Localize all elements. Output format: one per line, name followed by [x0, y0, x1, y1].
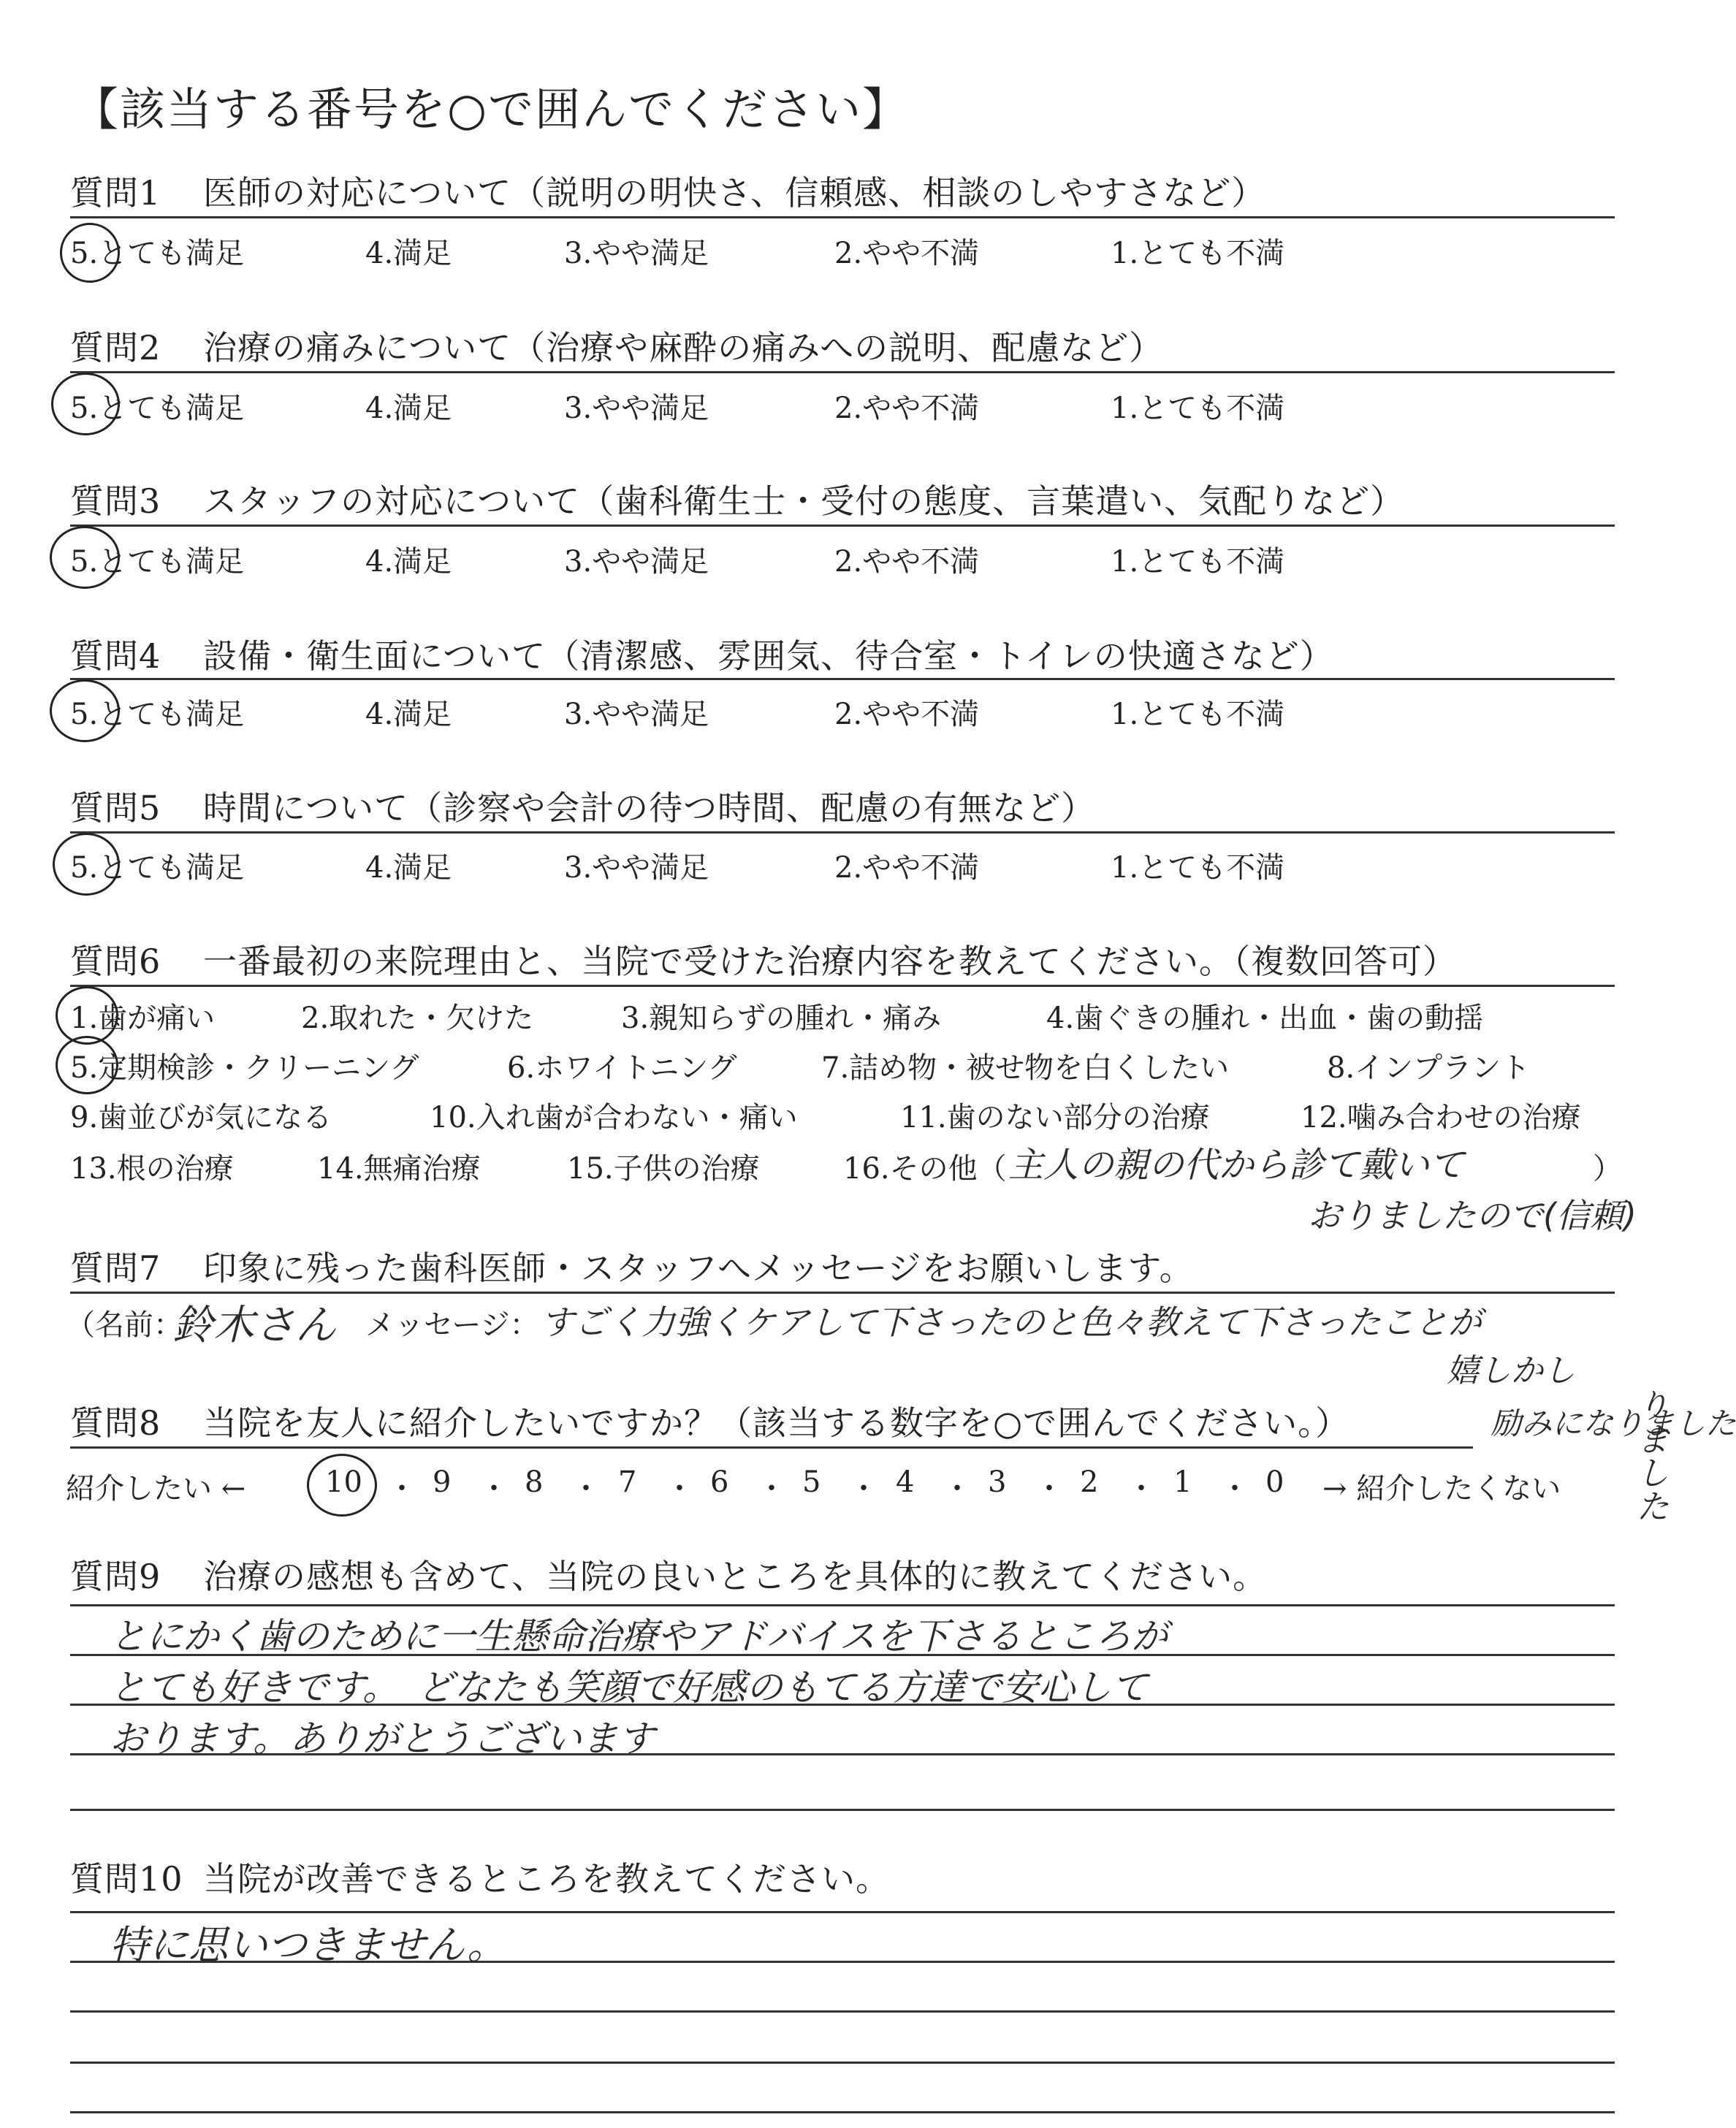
- q6-option-10[interactable]: 10.入れ歯が合わない・痛い: [430, 1101, 798, 1134]
- q3-option-5[interactable]: 5.とても満足: [70, 545, 245, 579]
- q4-option-3[interactable]: 3.やや満足: [564, 698, 709, 731]
- q8-scale-9[interactable]: 9: [433, 1465, 452, 1499]
- q2-rule: [70, 371, 1615, 373]
- form-title: 【該当する番号を○で囲んでください】: [73, 83, 910, 136]
- q8-scale-1[interactable]: 1: [1173, 1465, 1192, 1499]
- q9-answer-line-2[interactable]: とても好きです。 どなたも笑顔で好感のもてる方達で安心して: [110, 1666, 1148, 1709]
- q8-scale-4[interactable]: 4: [896, 1465, 915, 1499]
- q6-option-2[interactable]: 2.取れた・欠けた: [301, 1002, 534, 1035]
- q7-name-label: （名前：: [66, 1308, 183, 1342]
- q6-option-6[interactable]: 6.ホワイトニング: [507, 1051, 737, 1085]
- q6-option-13[interactable]: 13.根の治療: [70, 1152, 234, 1186]
- q9-text: 治療の感想も含めて、当院の良いところを具体的に教えてください。: [203, 1557, 1268, 1596]
- q8-scale-5[interactable]: 5: [802, 1465, 821, 1499]
- q8-scale-8[interactable]: 8: [525, 1465, 544, 1499]
- q6-option-8[interactable]: 8.インプラント: [1327, 1051, 1531, 1085]
- q7-message-value[interactable]: すごく力強くケアして下さったのと色々教えて下さったことが: [541, 1303, 1482, 1342]
- q7-label: 質問7: [70, 1248, 161, 1288]
- q6-option-15[interactable]: 15.子供の治療: [567, 1152, 760, 1186]
- q8-scale-sep: ・: [665, 1472, 694, 1506]
- q10-answer[interactable]: 特に思いつきません。: [110, 1922, 507, 1968]
- q6-option-11[interactable]: 11.歯のない部分の治療: [900, 1101, 1210, 1134]
- q7-text: 印象に残った歯科医師・スタッフへメッセージをお願いします。: [203, 1248, 1194, 1288]
- q6-option-3[interactable]: 3.親知らずの腫れ・痛み: [621, 1002, 942, 1035]
- q8-text: 当院を友人に紹介したいですか？（該当する数字を○で囲んでください。）: [203, 1403, 1350, 1443]
- q6-option-7[interactable]: 7.詰め物・被せ物を白くしたい: [821, 1051, 1230, 1085]
- q4-option-5[interactable]: 5.とても満足: [70, 698, 245, 731]
- q8-scale-0[interactable]: 0: [1265, 1465, 1284, 1499]
- q8-scale-10[interactable]: 10: [325, 1465, 362, 1499]
- q8-scale-sep: ・: [757, 1472, 786, 1506]
- q2-option-2[interactable]: 2.やや不満: [834, 392, 980, 425]
- q3-option-2[interactable]: 2.やや不満: [834, 545, 980, 579]
- q4-selection-circle: [50, 679, 120, 742]
- q5-option-3[interactable]: 3.やや満足: [564, 851, 709, 885]
- q6-option-16[interactable]: 16.その他（: [843, 1152, 1007, 1186]
- q6-label: 質問6: [70, 942, 161, 981]
- q3-option-1[interactable]: 1.とても不満: [1111, 545, 1285, 579]
- q7-message-cont2[interactable]: 励みになりました: [1491, 1406, 1736, 1441]
- q1-option-4[interactable]: 4.満足: [365, 237, 452, 270]
- q10-text: 当院が改善できるところを教えてください。: [203, 1859, 890, 1899]
- q10-label: 質問10: [70, 1859, 183, 1899]
- q8-scale-sep: ・: [571, 1472, 601, 1506]
- q1-text: 医師の対応について（説明の明快さ、信頼感、相談のしやすさなど）: [203, 173, 1266, 213]
- q6-option-1[interactable]: 1.歯が痛い: [70, 1002, 216, 1035]
- q6-option-14[interactable]: 14.無痛治療: [317, 1152, 481, 1186]
- q5-selection-circle: [53, 833, 120, 896]
- q8-label: 質問8: [70, 1403, 161, 1443]
- q3-option-3[interactable]: 3.やや満足: [564, 545, 709, 579]
- q4-rule: [70, 678, 1615, 680]
- q3-option-4[interactable]: 4.満足: [365, 545, 452, 579]
- q5-option-2[interactable]: 2.やや不満: [834, 851, 980, 885]
- q6-other-text-1[interactable]: 主人の親の代から診て戴いて: [1008, 1145, 1465, 1186]
- q8-scale-2[interactable]: 2: [1080, 1465, 1099, 1499]
- q10-rule-1: [70, 1911, 1615, 1913]
- q7-message-label: メッセージ：: [365, 1308, 539, 1342]
- q8-scale-7[interactable]: 7: [618, 1465, 637, 1499]
- q6-text: 一番最初の来院理由と、当院で受けた治療内容を教えてください。（複数回答可）: [203, 942, 1457, 981]
- q8-scale-6[interactable]: 6: [710, 1465, 729, 1499]
- q2-option-3[interactable]: 3.やや満足: [564, 392, 709, 425]
- q1-option-5[interactable]: 5.とても満足: [70, 237, 245, 270]
- q3-rule: [70, 525, 1615, 527]
- q8-scale-sep: ・: [1035, 1472, 1064, 1506]
- q7-side-note: りました: [1631, 1388, 1670, 1522]
- q5-label: 質問5: [70, 788, 161, 828]
- q9-label: 質問9: [70, 1557, 161, 1596]
- q2-option-4[interactable]: 4.満足: [365, 392, 452, 425]
- q7-name-value[interactable]: 鈴木さん: [172, 1302, 336, 1349]
- q6-selection-circle-5: [56, 1036, 118, 1094]
- q5-text: 時間について（診察や会計の待つ時間、配慮の有無など）: [203, 788, 1096, 828]
- q1-option-2[interactable]: 2.やや不満: [834, 237, 980, 270]
- q7-message-cont1[interactable]: 嬉しかし: [1447, 1352, 1575, 1389]
- q1-option-1[interactable]: 1.とても不満: [1111, 237, 1285, 270]
- q10-rule-3: [70, 2010, 1615, 2013]
- q8-scale-sep: ・: [943, 1472, 972, 1506]
- q10-rule-5: [70, 2111, 1615, 2113]
- q8-right-label: → 紹介したくない: [1322, 1472, 1561, 1506]
- q4-option-2[interactable]: 2.やや不満: [834, 698, 980, 731]
- q4-option-4[interactable]: 4.満足: [365, 698, 452, 731]
- q5-option-5[interactable]: 5.とても満足: [70, 851, 245, 885]
- q5-option-4[interactable]: 4.満足: [365, 851, 452, 885]
- q8-scale-sep: ・: [479, 1472, 509, 1506]
- q6-option-4[interactable]: 4.歯ぐきの腫れ・出血・歯の動揺: [1046, 1002, 1484, 1035]
- q3-selection-circle: [50, 526, 120, 589]
- q2-option-5[interactable]: 5.とても満足: [70, 392, 245, 425]
- q5-rule: [70, 831, 1615, 834]
- q2-selection-circle: [51, 373, 120, 435]
- q6-option-12[interactable]: 12.噛み合わせの治療: [1301, 1101, 1581, 1134]
- q8-scale-sep: ・: [1220, 1472, 1249, 1506]
- q6-other-text-2[interactable]: おりましたので(信頼): [1308, 1196, 1637, 1235]
- q10-rule-4: [70, 2062, 1615, 2064]
- q8-scale-3[interactable]: 3: [988, 1465, 1007, 1499]
- q9-rule-5: [70, 1809, 1615, 1811]
- q1-rule: [70, 216, 1615, 218]
- q8-scale-sep: ・: [1127, 1472, 1156, 1506]
- q2-label: 質問2: [70, 328, 161, 367]
- q8-selection-circle: [307, 1454, 377, 1517]
- q9-answer-line-3[interactable]: おります。ありがとうございます: [110, 1717, 655, 1760]
- q8-scale-sep: ・: [849, 1472, 878, 1506]
- q2-option-1[interactable]: 1.とても不満: [1111, 392, 1285, 425]
- q3-label: 質問3: [70, 481, 161, 521]
- q4-option-1[interactable]: 1.とても不満: [1111, 698, 1285, 731]
- q8-rule: [70, 1446, 1473, 1449]
- q2-text: 治療の痛みについて（治療や麻酔の痛みへの説明、配慮など）: [203, 328, 1164, 367]
- q5-option-1[interactable]: 1.とても不満: [1111, 851, 1285, 885]
- q8-scale-sep: ・: [387, 1472, 416, 1506]
- q1-label: 質問1: [70, 173, 161, 213]
- q6-other-close: ）: [1593, 1152, 1622, 1186]
- q1-option-3[interactable]: 3.やや満足: [564, 237, 709, 270]
- q4-text: 設備・衛生面について（清潔感、雰囲気、待合室・トイレの快適さなど）: [203, 636, 1334, 676]
- q6-rule: [70, 985, 1615, 987]
- q9-rule-1: [70, 1604, 1615, 1606]
- q6-option-5[interactable]: 5.定期検診・クリーニング: [70, 1051, 419, 1085]
- q3-text: スタッフの対応について（歯科衛生士・受付の態度、言葉遣い、気配りなど）: [203, 481, 1405, 521]
- q4-label: 質問4: [70, 636, 161, 676]
- q1-selection-circle: [60, 223, 120, 283]
- q6-option-9[interactable]: 9.歯並びが気になる: [70, 1101, 332, 1134]
- q9-answer-line-1[interactable]: とにかく歯のために一生懸命治療やアドバイスを下さるところが: [110, 1615, 1168, 1658]
- q8-left-label: 紹介したい ←: [66, 1472, 246, 1506]
